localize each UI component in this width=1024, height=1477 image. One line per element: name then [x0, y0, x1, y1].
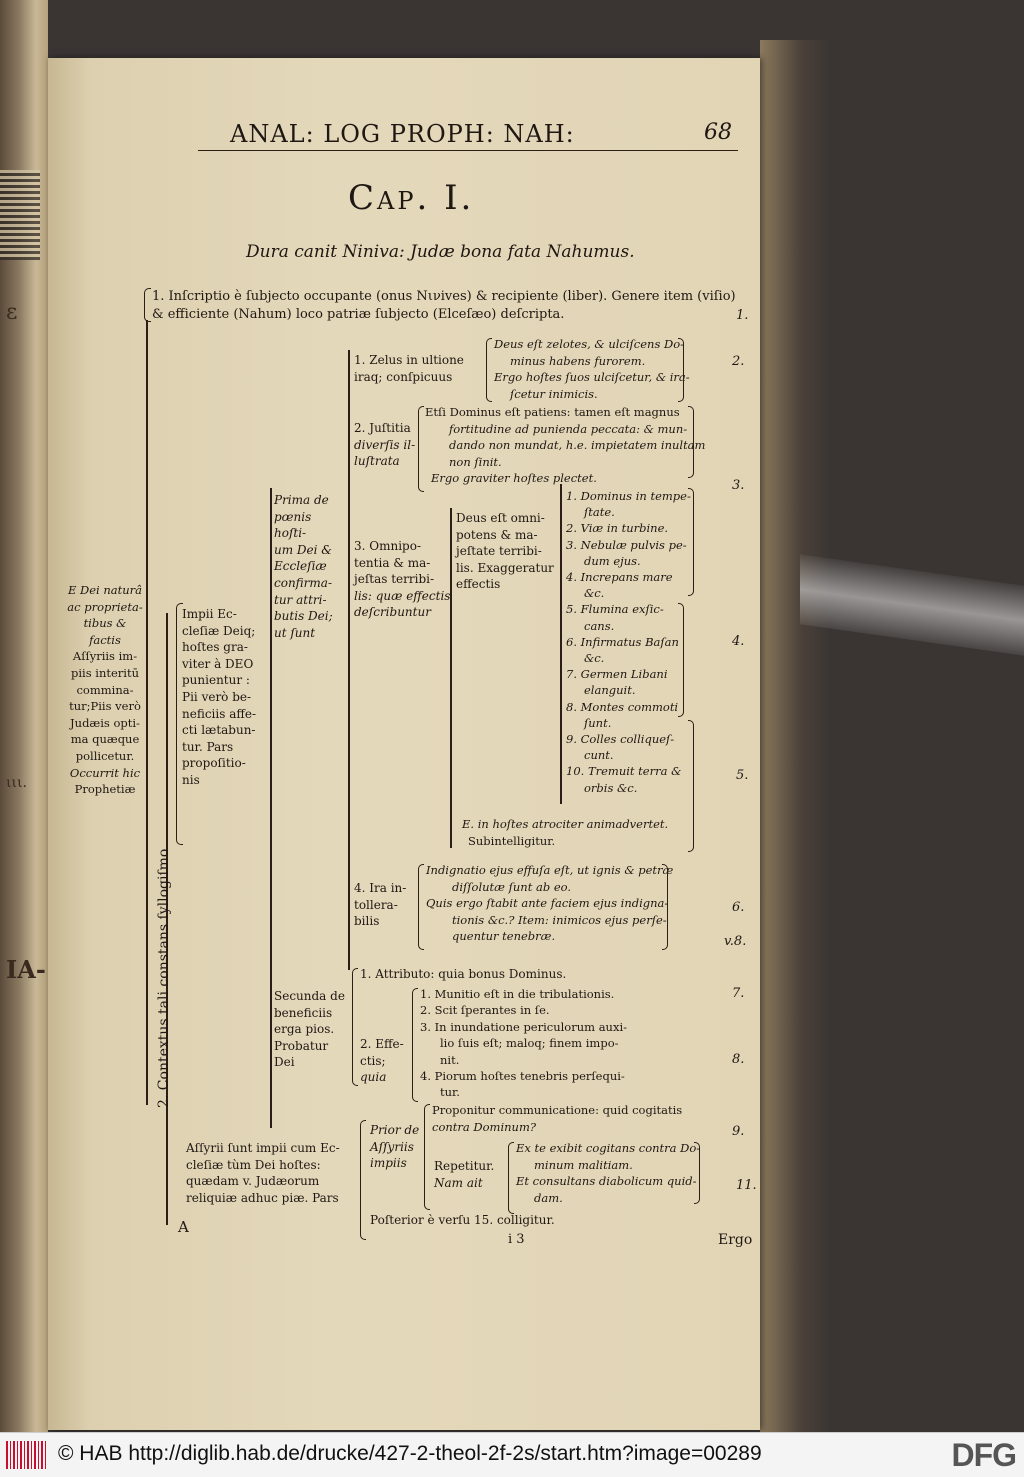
impii-line: cleſiæ Deiq;	[182, 623, 256, 638]
zelus-detail-line: Deus eſt zelotes, & ulciſcens Do-	[494, 337, 685, 351]
ira-detail-line: quentur tenebræ.	[452, 929, 556, 944]
viewer-footer	[0, 1432, 1024, 1477]
effect-line: 9. Colles colliqueſ-	[566, 732, 675, 747]
secunda-line: erga pios.	[274, 1022, 335, 1037]
spine-ornament	[0, 170, 40, 260]
bracket	[412, 988, 418, 1102]
effect-line: ſunt.	[584, 715, 612, 730]
effect-line: &c.	[584, 651, 605, 666]
effectis-detail-line: 1. Munitio eſt in die tribulationis.	[420, 987, 615, 1001]
justitia-line: luſtrata	[354, 454, 400, 469]
bracket	[508, 1142, 514, 1214]
effectis-detail-line: 2. Scit ſperantes in ſe.	[420, 1003, 550, 1018]
secunda-line: Probatur	[274, 1038, 329, 1053]
effect-line: 3. Nebulæ pulvis pe-	[566, 537, 687, 552]
bracket	[662, 864, 668, 950]
repetitur-label	[434, 1158, 494, 1191]
assyrii-line: cleſiæ tùm Dei hoſtes:	[186, 1157, 321, 1172]
conclusion-line: Subintelligitur.	[468, 833, 556, 848]
source-link[interactable]: © HAB http://diglib.hab.de/drucke/427-2-theol-2f-2s/start.htm?image=00289	[58, 1442, 762, 1465]
omni-line: 3. Omnipo-	[354, 539, 422, 553]
spine-text-2: IA-	[6, 955, 46, 984]
zelus-line: iraq; conſpicuus	[354, 369, 453, 384]
note-line: piis interitū	[71, 665, 139, 680]
inscriptio-line-2: & efficiente (Nahum) loco patriæ ſubjecto (Elceſæo) deſcripta.	[152, 307, 565, 322]
proponitur-block	[432, 1102, 682, 1135]
effectis-detail-line: nit.	[440, 1052, 460, 1067]
justitia-label	[354, 420, 415, 470]
verse-number: 9.	[732, 1124, 745, 1139]
impii-line: cti lætabun-	[182, 723, 256, 738]
verse-number: 1.	[736, 308, 749, 323]
deus-line: lis. Exaggeratur	[456, 560, 554, 575]
impii-line: propoſitio-	[182, 756, 246, 771]
omni-line: deſcribuntur	[354, 605, 431, 620]
repetitur-detail-line: minum malitiam.	[534, 1157, 633, 1172]
deus-line: jeſtate terribi-	[456, 544, 542, 559]
ira-detail-line: tionis &c.? Item: inimicos ejus perſe-	[452, 912, 667, 927]
bracket	[424, 1104, 430, 1210]
verse-number: 5.	[736, 768, 749, 783]
note-line: tur;Piis verò	[69, 699, 141, 714]
ira-line: bilis	[354, 914, 380, 929]
effectis-line: 2. Effe-	[360, 1037, 404, 1051]
effect-line: 10. Tremuit terra &	[566, 764, 682, 779]
bracket	[352, 968, 358, 1086]
note-line: ac proprieta-	[67, 599, 143, 614]
justitia-detail-line: fortitudine ad puniendа peccata: & mun-	[449, 421, 688, 436]
bracket	[678, 338, 684, 402]
prima-line: confirma-	[274, 575, 333, 590]
proponitur-line: Proponitur communicatione: quid cogitatis	[432, 1103, 683, 1117]
page-number: 68	[704, 120, 732, 145]
ira-line: 4. Ira in-	[354, 881, 407, 895]
spine-text-1: ε	[6, 300, 18, 325]
note-line: Prophetiæ	[74, 782, 136, 797]
prior-line: Prior de	[370, 1123, 420, 1137]
repetitur-line: Repetitur.	[434, 1159, 495, 1173]
effect-line: dum ejus.	[584, 553, 641, 568]
justitia-detail-line: Ergo graviter hoſtes plectet.	[431, 471, 597, 486]
bracket	[360, 1120, 366, 1240]
effect-line: 7. Germen Libani	[566, 667, 668, 682]
bracket	[688, 488, 694, 596]
effectis-label	[360, 1036, 404, 1086]
prima-block	[274, 492, 346, 641]
prima-line: butis Dei;	[274, 609, 333, 624]
bracket	[418, 864, 424, 950]
prima-line: Eccleſiæ	[274, 559, 327, 574]
prima-line: ut ſunt	[274, 625, 316, 640]
ira-detail-line: Indignatio ejus effuſa eſt, ut ignis & petræ	[426, 863, 674, 877]
note-line: tibus & factis	[83, 616, 127, 647]
bracket	[678, 603, 684, 717]
secunda-line: beneficiis	[274, 1005, 333, 1020]
ira-line: tollera-	[354, 897, 398, 912]
omni-line: lis: quæ effectis	[354, 588, 451, 603]
prior-label	[370, 1122, 419, 1172]
impii-line: nis	[182, 772, 200, 787]
secunda-line: Dei	[274, 1055, 295, 1070]
justitia-line: diverſis il-	[354, 437, 416, 452]
dfg-logo: DFG	[951, 1437, 1016, 1473]
repetitur-detail-line: Ex te exibit cogitans contra Do-	[516, 1141, 701, 1155]
prima-bracket-line	[270, 488, 272, 1128]
assyrii-line: reliquiæ adhuc piæ. Pars	[186, 1190, 339, 1205]
repetitur-detail-line: Et consultans diabolicum quid-	[516, 1174, 697, 1189]
secunda-block	[274, 988, 345, 1071]
signature-mark: i 3	[508, 1232, 525, 1247]
deus-line: potens & ma-	[456, 527, 538, 542]
chapter-title: Cap. I.	[348, 178, 475, 218]
deus-line: Deus eſt omni-	[456, 511, 545, 525]
omnipotentia-label	[354, 538, 450, 621]
effectis-detail	[420, 986, 627, 1101]
note-line: E Dei naturâ	[67, 583, 143, 597]
attributo-text: 1. Attributo: quia bonus Dominus.	[360, 967, 567, 981]
assyrii-line: Aſſyrii ſunt impii cum Ec-	[186, 1141, 340, 1155]
proponitur-line: contra Dominum?	[432, 1119, 537, 1134]
zelus-detail-line: Ergo hoſtes ſuos ulciſcetur, & ira-	[494, 370, 690, 385]
omni-line: tentia & ma-	[354, 555, 431, 570]
prima-line: tur attri-	[274, 592, 327, 607]
effects-bracket-line	[560, 484, 562, 804]
bracket	[688, 720, 694, 852]
zelus-label	[354, 352, 464, 385]
repetitur-detail	[516, 1140, 700, 1206]
catchword: Ergo	[718, 1232, 753, 1248]
effect-line: elanguit.	[584, 683, 636, 698]
justitia-detail-line: non ſinit.	[449, 454, 502, 469]
posterior-text: Poſterior è verſu 15. colligitur.	[370, 1213, 555, 1227]
effect-line: 2. Viæ in turbine.	[566, 521, 669, 536]
bracket	[486, 338, 492, 402]
bracket	[144, 288, 151, 322]
attributo-line	[360, 966, 566, 982]
effectis-detail-line: 4. Piorum hoſtes tenebris perſequi-	[420, 1069, 625, 1084]
verse-number: 7.	[732, 986, 745, 1001]
inscriptio-line-1: 1. Inſcriptio è ſubjecto occupante (onus Nινives) & recipiente (liber). Genere item (viſio)	[152, 289, 736, 304]
spine-text-3: ιιι.	[6, 775, 27, 791]
prior-line: impiis	[370, 1156, 407, 1171]
posterior-line	[370, 1212, 555, 1228]
note-line: Occurrit hic	[69, 765, 141, 780]
justitia-detail	[425, 404, 705, 487]
omni-line: jeſtas terribi-	[354, 572, 435, 587]
repetitur-line: Nam ait	[434, 1175, 483, 1190]
effect-line: orbis &c.	[584, 780, 638, 795]
main-bracket-line	[146, 320, 148, 1105]
ira-detail	[426, 862, 673, 945]
impii-line: punientur :	[182, 673, 250, 688]
justitia-detail-line: dando non mundat, h.e. impietatem inultam	[449, 438, 706, 453]
justitia-detail-line: Etſi Dominus eſt patiens: tamen eſt magnus	[425, 405, 680, 419]
prior-line: Aſſyriis	[370, 1139, 414, 1154]
deus-omni-block	[456, 510, 554, 593]
effectis-detail-line: tur.	[440, 1085, 460, 1100]
verse-number: 2.	[732, 354, 745, 369]
note-line: pollicetur.	[75, 748, 135, 763]
syllogism-label: 2. Contextus tali constans ſyllogiſmo	[156, 848, 172, 1108]
effectis-detail-line: 3. In inundatione periculorum auxi-	[420, 1019, 628, 1034]
zelus-detail-line: minus habens furorem.	[510, 353, 646, 368]
secunda-line: Secunda de	[274, 989, 345, 1003]
impii-line: tur. Pars	[182, 739, 234, 754]
page-edge-shadow	[760, 40, 830, 1432]
impii-line: Pii verò be-	[182, 689, 252, 704]
effectis-detail-line: lio ſuis eſt; maloq; finem impo-	[440, 1036, 619, 1051]
chapter-motto: Dura canit Niniva: Judæ bona fata Nahumus.	[246, 242, 635, 262]
hab-logo-icon	[6, 1441, 48, 1469]
bracket	[688, 406, 694, 478]
effects-conclusion	[462, 816, 668, 849]
bracket	[418, 406, 424, 492]
effect-line: 8. Montes commoti	[566, 699, 679, 714]
verse-number: 4.	[732, 634, 745, 649]
impii-line: hoſtes gra-	[182, 640, 248, 655]
effect-line: cunt.	[584, 748, 614, 763]
verse-number: 6.	[732, 900, 745, 915]
running-title: ANAL: LOG PROPH: NAH:	[230, 120, 575, 148]
attribute-bracket-line	[348, 350, 350, 970]
prima-line: um Dei &	[274, 542, 332, 557]
effect-line: 5. Flumina exſic-	[566, 602, 664, 617]
prima-line: pœnis hoſti-	[274, 509, 312, 541]
effect-line: ſtate.	[584, 505, 615, 520]
effect-line: cans.	[584, 618, 615, 633]
note-line: Aſſyriis im-	[72, 649, 138, 664]
deus-bracket-line	[450, 508, 452, 848]
note-line: commina-	[76, 682, 134, 697]
left-note	[66, 582, 144, 798]
effect-line: 6. Infirmatus Baſan	[566, 634, 679, 649]
effect-line: 1. Dominus in tempe-	[566, 489, 691, 503]
ira-label	[354, 880, 406, 930]
zelus-detail-line: ſcetur inimicis.	[510, 386, 598, 401]
prima-line: Prima de	[274, 493, 329, 507]
effectis-line: quia	[360, 1070, 387, 1085]
note-line: ma quæque	[70, 732, 140, 747]
header-rule	[198, 150, 738, 151]
deus-line: effectis	[456, 577, 501, 592]
effect-line: &c.	[584, 586, 605, 601]
ira-detail-line: Quis ergo ſtabit ante faciem ejus indigna-	[426, 896, 669, 911]
verse-number: 11.	[736, 1178, 757, 1193]
book-page	[48, 58, 760, 1430]
effectis-line: ctis;	[360, 1053, 386, 1068]
glass-weight-reflection	[800, 554, 1024, 655]
repetitur-detail-line: dam.	[534, 1190, 563, 1205]
zelus-line: 1. Zelus in ultione	[354, 353, 464, 367]
bracket	[694, 1142, 700, 1204]
impii-line: Impii Ec-	[182, 607, 237, 621]
zelus-detail	[494, 336, 690, 402]
section-letter: A	[178, 1218, 189, 1236]
justitia-line: 2. Juſtitia	[354, 421, 411, 435]
book-spine	[0, 0, 48, 1432]
impii-line: neficiis affe-	[182, 706, 257, 721]
effects-list	[566, 488, 691, 796]
verse-number: 3.	[732, 478, 745, 493]
conclusion-line: E. in hoſtes atrociter animadvertet.	[462, 817, 669, 831]
verse-number: 8.	[732, 1052, 745, 1067]
assyrii-line: quædam v. Judæorum	[186, 1174, 320, 1189]
verse-number: v.8.	[724, 934, 747, 949]
effect-line: 4. Increpans mare	[566, 570, 673, 585]
note-line: Judæis opti-	[70, 715, 140, 730]
impii-line: viter à DEO	[182, 656, 254, 671]
ira-detail-line: diſſolutæ ſunt ab eo.	[452, 879, 572, 894]
impii-block	[182, 606, 268, 789]
assyrii-block	[186, 1140, 340, 1206]
